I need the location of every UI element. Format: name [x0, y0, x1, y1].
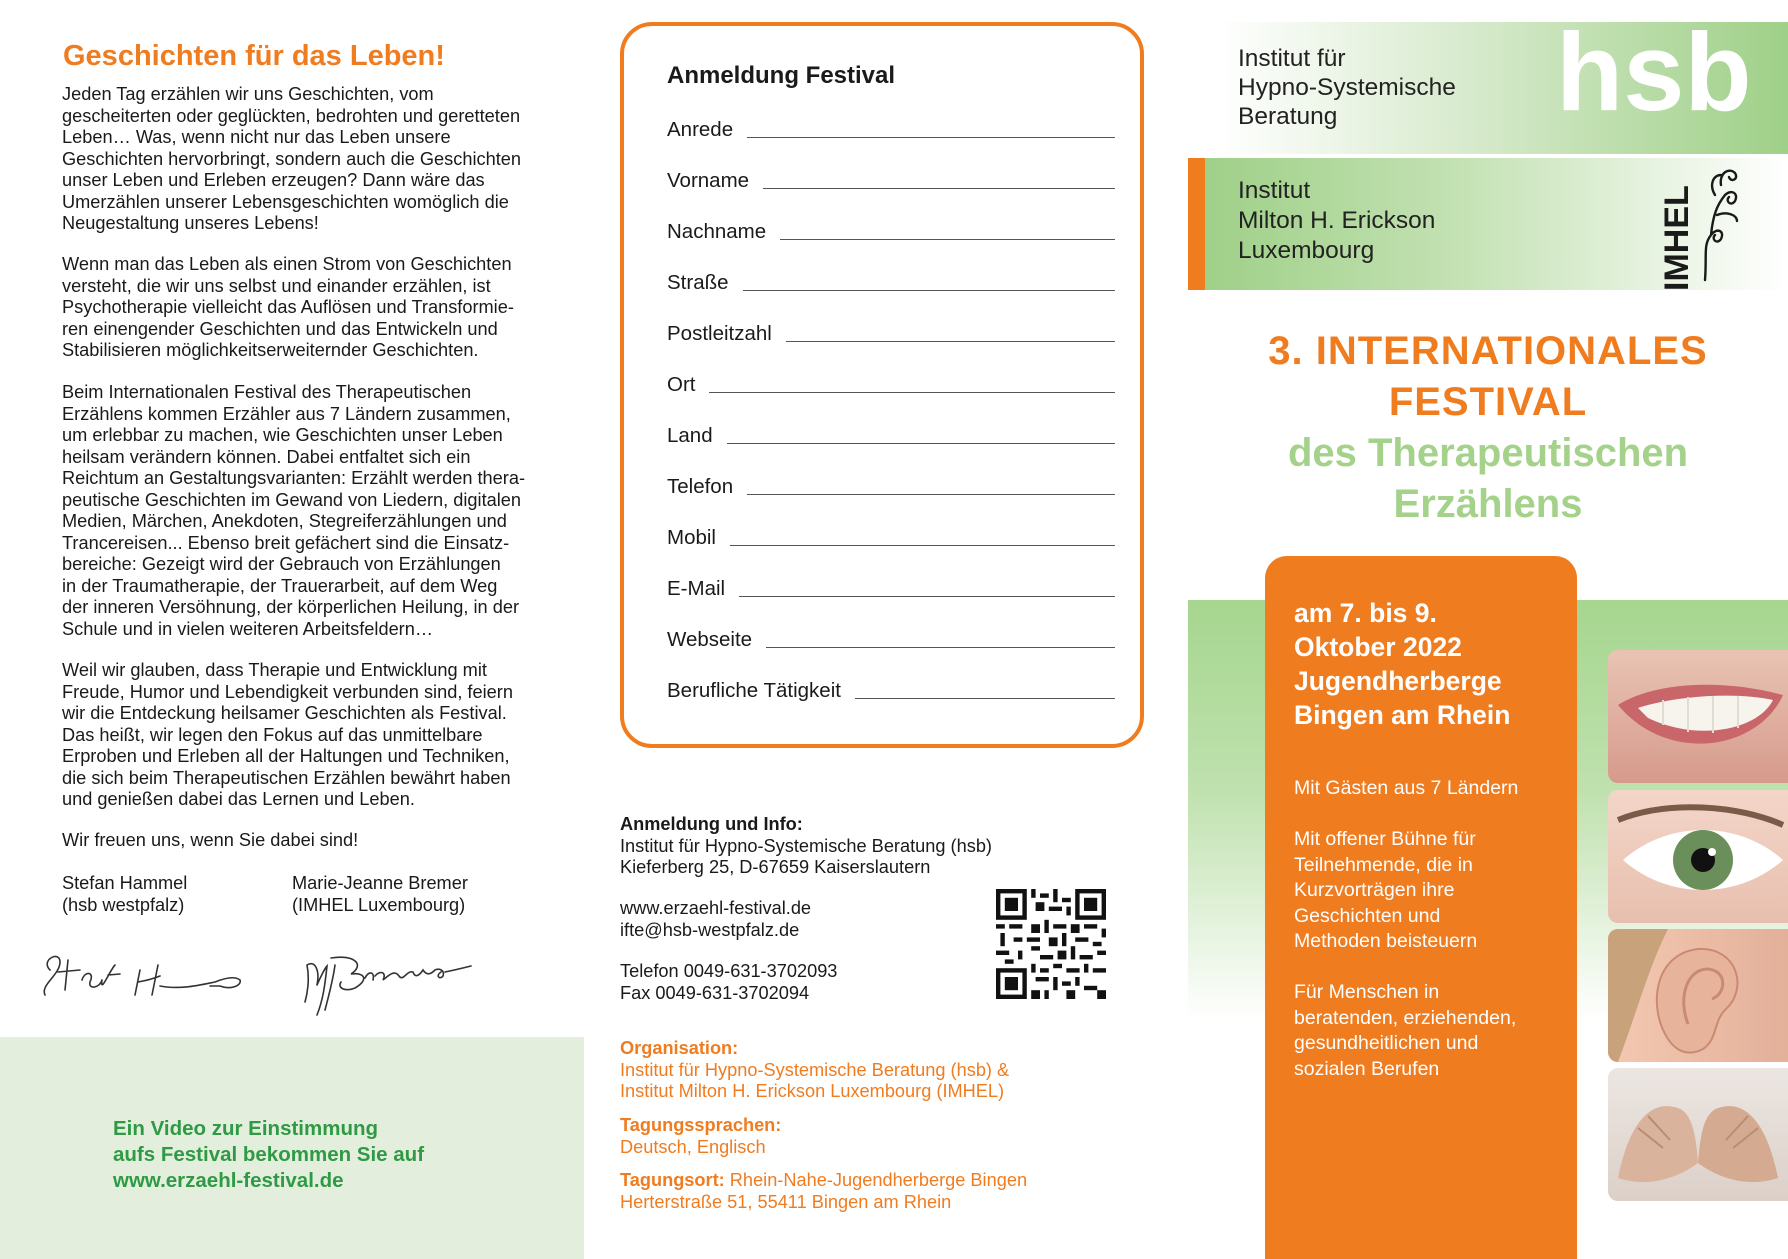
languages-heading: Tagungssprachen: [620, 1115, 782, 1135]
festival-title-line: 3. INTERNATIONALES [1268, 329, 1708, 373]
text-line: Mit Gästen aus 7 Ländern [1294, 777, 1519, 799]
video-note-line: aufs Festival bekommen Sie auf [113, 1143, 425, 1166]
signer-org: (IMHEL Luxembourg) [292, 894, 466, 915]
photo-ear [1608, 929, 1788, 1062]
form-field-webseite[interactable] [667, 618, 1115, 658]
text-line: Methoden beisteuern [1294, 930, 1478, 952]
text-line: und genießen dabei das Lernen und Leben. [62, 789, 415, 809]
languages-info [620, 1115, 781, 1158]
fax-number: Fax 0049-631-3702094 [620, 982, 810, 1003]
hsb-logo-text: hsb [1556, 22, 1752, 122]
form-field-nachname[interactable] [667, 210, 1115, 250]
text-line: in der Traumatherapie, der Trauerarbeit, auf dem Weg [62, 575, 498, 596]
signature-stefan-hammel [30, 940, 255, 1010]
text-line: Geschichten hervorbringt, sondern auch die Geschichten [62, 148, 521, 169]
event-line: Bingen am Rhein [1294, 700, 1511, 730]
text-line: Wir freuen uns, wenn Sie dabei sind! [62, 830, 359, 850]
imhel-logo-text: IMHEL [1658, 185, 1696, 291]
text-line: Erzählens kommen Erzähler aus 7 Ländern zusammen, [62, 403, 511, 424]
signer-name: Marie-Jeanne Bremer [292, 873, 468, 893]
text-line: der inneren Versöhnung, der körperlichen Heilung, in der [62, 597, 519, 617]
contact-info [620, 814, 992, 879]
video-note-link[interactable]: www.erzaehl-festival.de [113, 1169, 344, 1192]
text-line: Das heißt, wir legen den Fokus auf das unmittelbare [62, 724, 483, 745]
field-label: Postleitzahl [667, 322, 786, 346]
phone-number: Telefon 0049-631-3702093 [620, 961, 838, 981]
organisation-info [620, 1038, 1009, 1103]
form-field-vorname[interactable] [667, 159, 1115, 199]
field-label: Land [667, 424, 727, 448]
organisation-line: Institut Milton H. Erickson Luxembourg (IMHEL) [620, 1081, 1005, 1101]
qr-code-icon [996, 889, 1106, 999]
text-line: Geschichten und [1294, 904, 1441, 927]
text-line: Trancereisen... Ebenso breit gefächert sind die Einsatz- [62, 532, 510, 553]
text-line: Erproben und Erleben all der Haltungen und Techniken, [62, 746, 510, 766]
organisation-heading: Organisation: [620, 1038, 739, 1058]
text-line: Jeden Tag erzählen wir uns Geschichten, vom [62, 84, 434, 104]
contact-line: Kieferberg 25, D-67659 Kaiserslautern [620, 857, 931, 877]
signer-org: (hsb westpfalz) [62, 894, 185, 915]
field-label: E-Mail [667, 577, 739, 601]
text-line: ren einengender Geschichten und das Entwickeln und [62, 318, 498, 339]
text-line: gesundheitlichen und [1294, 1032, 1479, 1054]
text-line: Leben… Was, wenn nicht nur das Leben unsere [62, 127, 451, 147]
text-line: Teilnehmende, die in [1294, 853, 1473, 876]
field-label: Anrede [667, 118, 747, 142]
intro-paragraph-3 [62, 382, 562, 640]
text-line: Psychotherapie vielleicht das Auflösen und Transformie- [62, 297, 514, 317]
text-line: unser Leben und Erleben erzeugen? Dann wäre das [62, 170, 485, 190]
field-label: Webseite [667, 628, 766, 652]
festival-title-line: FESTIVAL [1388, 380, 1588, 424]
form-field-land[interactable] [667, 414, 1115, 454]
text-line: die sich beim Therapeutischen Erzählen bewährt haben [62, 767, 511, 788]
text-line: Weil wir glauben, dass Therapie und Entwicklung mit [62, 660, 487, 680]
text-line: Luxembourg [1238, 237, 1375, 264]
signer-2 [292, 873, 468, 916]
email-link[interactable]: ifte@hsb-westpfalz.de [620, 919, 800, 940]
languages-value: Deutsch, Englisch [620, 1136, 766, 1157]
field-label: Nachname [667, 220, 780, 244]
signer-name: Stefan Hammel [62, 873, 188, 893]
text-line: Reichtum an Gestaltungsvarianten: Erzählt werden thera- [62, 468, 526, 488]
photo-eye [1608, 790, 1788, 923]
text-line: Beim Internationalen Festival des Therapeutischen [62, 382, 472, 402]
intro-title: Geschichten für das Leben! [63, 40, 445, 72]
text-line: Beratung [1238, 103, 1338, 130]
signature-marie-jeanne-bremer [295, 940, 495, 1020]
text-line: versteht, die wir uns selbst und einander erzählen, ist [62, 275, 491, 296]
festival-subtitle-line: des Therapeutischen [1287, 431, 1689, 475]
form-title: Anmeldung Festival [667, 62, 896, 89]
imhel-logo [1655, 155, 1745, 293]
festival-subtitle-line: Erzählens [1393, 482, 1583, 526]
field-label: Telefon [667, 475, 747, 499]
form-field-ort[interactable] [667, 363, 1115, 403]
contact-phone [620, 961, 837, 1004]
form-field-mobil[interactable] [667, 516, 1115, 556]
event-line: am 7. bis 9. [1294, 598, 1437, 628]
text-line: Kurzvorträgen ihre [1294, 879, 1455, 901]
intro-paragraph-1 [62, 84, 562, 235]
venue-address: Herterstraße 51, 55411 Bingen am Rhein [620, 1191, 952, 1212]
organisation-line: Institut für Hypno-Systemische Beratung (hsb) & [620, 1059, 1010, 1080]
contact-heading: Anmeldung und Info: [620, 814, 803, 834]
text-line: wir die Entdeckung heilsamer Geschichten als Festival. [62, 703, 507, 723]
text-line: sozialen Berufen [1294, 1057, 1440, 1080]
field-label: Berufliche Tätigkeit [667, 679, 855, 703]
form-field-beruf[interactable] [667, 669, 1115, 709]
text-line: Schule und in vielen weiteren Arbeitsfeldern… [62, 618, 434, 639]
event-guests [1294, 776, 1518, 802]
event-open-stage [1294, 827, 1477, 955]
form-field-postleitzahl[interactable] [667, 312, 1115, 352]
video-note [113, 1116, 424, 1194]
field-label: Mobil [667, 526, 730, 550]
website-link[interactable]: www.erzaehl-festival.de [620, 898, 812, 918]
field-line [667, 443, 1115, 444]
text-line: Für Menschen in [1294, 981, 1440, 1003]
text-line: beratenden, erziehenden, [1294, 1006, 1517, 1029]
text-line: Medien, Märchen, Anekdoten, Stegreiferzählungen und [62, 511, 507, 531]
intro-paragraph-2 [62, 254, 562, 362]
field-label: Vorname [667, 169, 763, 193]
form-field-email[interactable] [667, 567, 1115, 607]
field-label: Straße [667, 271, 743, 295]
field-line [667, 545, 1115, 546]
text-line: Institut [1238, 177, 1311, 204]
text-line: Stabilisieren möglichkeitserweiternder Geschichten. [62, 340, 479, 360]
venue-heading: Tagungsort: [620, 1170, 725, 1190]
text-line: Wenn man das Leben als einen Strom von Geschichten [62, 254, 512, 274]
text-line: bereiche: Gezeigt wird der Gebrauch von Erzählungen [62, 554, 501, 574]
video-note-line: Ein Video zur Einstimmung [113, 1117, 379, 1140]
photo-mouth [1608, 650, 1788, 783]
contact-line: Institut für Hypno-Systemische Beratung (hsb) [620, 835, 992, 856]
text-line: heilsam verändern können. Dabei entfaltet sich ein [62, 446, 471, 467]
hsb-logo [1552, 22, 1782, 122]
form-field-strasse[interactable] [667, 261, 1115, 301]
form-field-telefon[interactable] [667, 465, 1115, 505]
text-line: Mit offener Bühne für [1294, 828, 1476, 850]
festival-title [1188, 326, 1788, 530]
event-line: Jugendherberge [1294, 666, 1502, 696]
event-line: Oktober 2022 [1294, 632, 1462, 662]
venue-name: Rhein-Nahe-Jugendherberge Bingen [724, 1170, 1028, 1190]
text-line: Neugestaltung unseres Lebens! [62, 213, 319, 233]
field-label: Ort [667, 373, 709, 397]
intro-closing [62, 830, 562, 852]
imhel-accent-bar [1188, 158, 1205, 290]
signer-1 [62, 873, 187, 916]
photo-hands [1608, 1068, 1788, 1201]
text-line: gescheiterten oder geglückten, bedrohten und geretteten [62, 105, 521, 126]
field-line [667, 392, 1115, 393]
text-line: Hypno-Systemische [1238, 74, 1456, 101]
text-line: Umerzählen unserer Lebensgeschichten womöglich die [62, 191, 509, 212]
text-line: Milton H. Erickson [1238, 207, 1436, 234]
form-field-anrede[interactable] [667, 108, 1115, 148]
venue-info [620, 1170, 1027, 1213]
text-line: Institut für [1238, 45, 1346, 72]
imhel-institute-name [1238, 176, 1435, 266]
event-audience [1294, 980, 1516, 1082]
hsb-institute-name [1238, 44, 1456, 131]
text-line: peutische Geschichten im Gewand von Liedern, digitalen [62, 489, 522, 510]
text-line: Freude, Humor und Lebendigkeit verbunden sind, feiern [62, 681, 513, 702]
event-dates-location [1294, 596, 1510, 732]
intro-paragraph-4 [62, 660, 562, 811]
text-line: um erlebbar zu machen, wie Geschichten unser Leben [62, 425, 503, 445]
contact-web [620, 898, 811, 941]
